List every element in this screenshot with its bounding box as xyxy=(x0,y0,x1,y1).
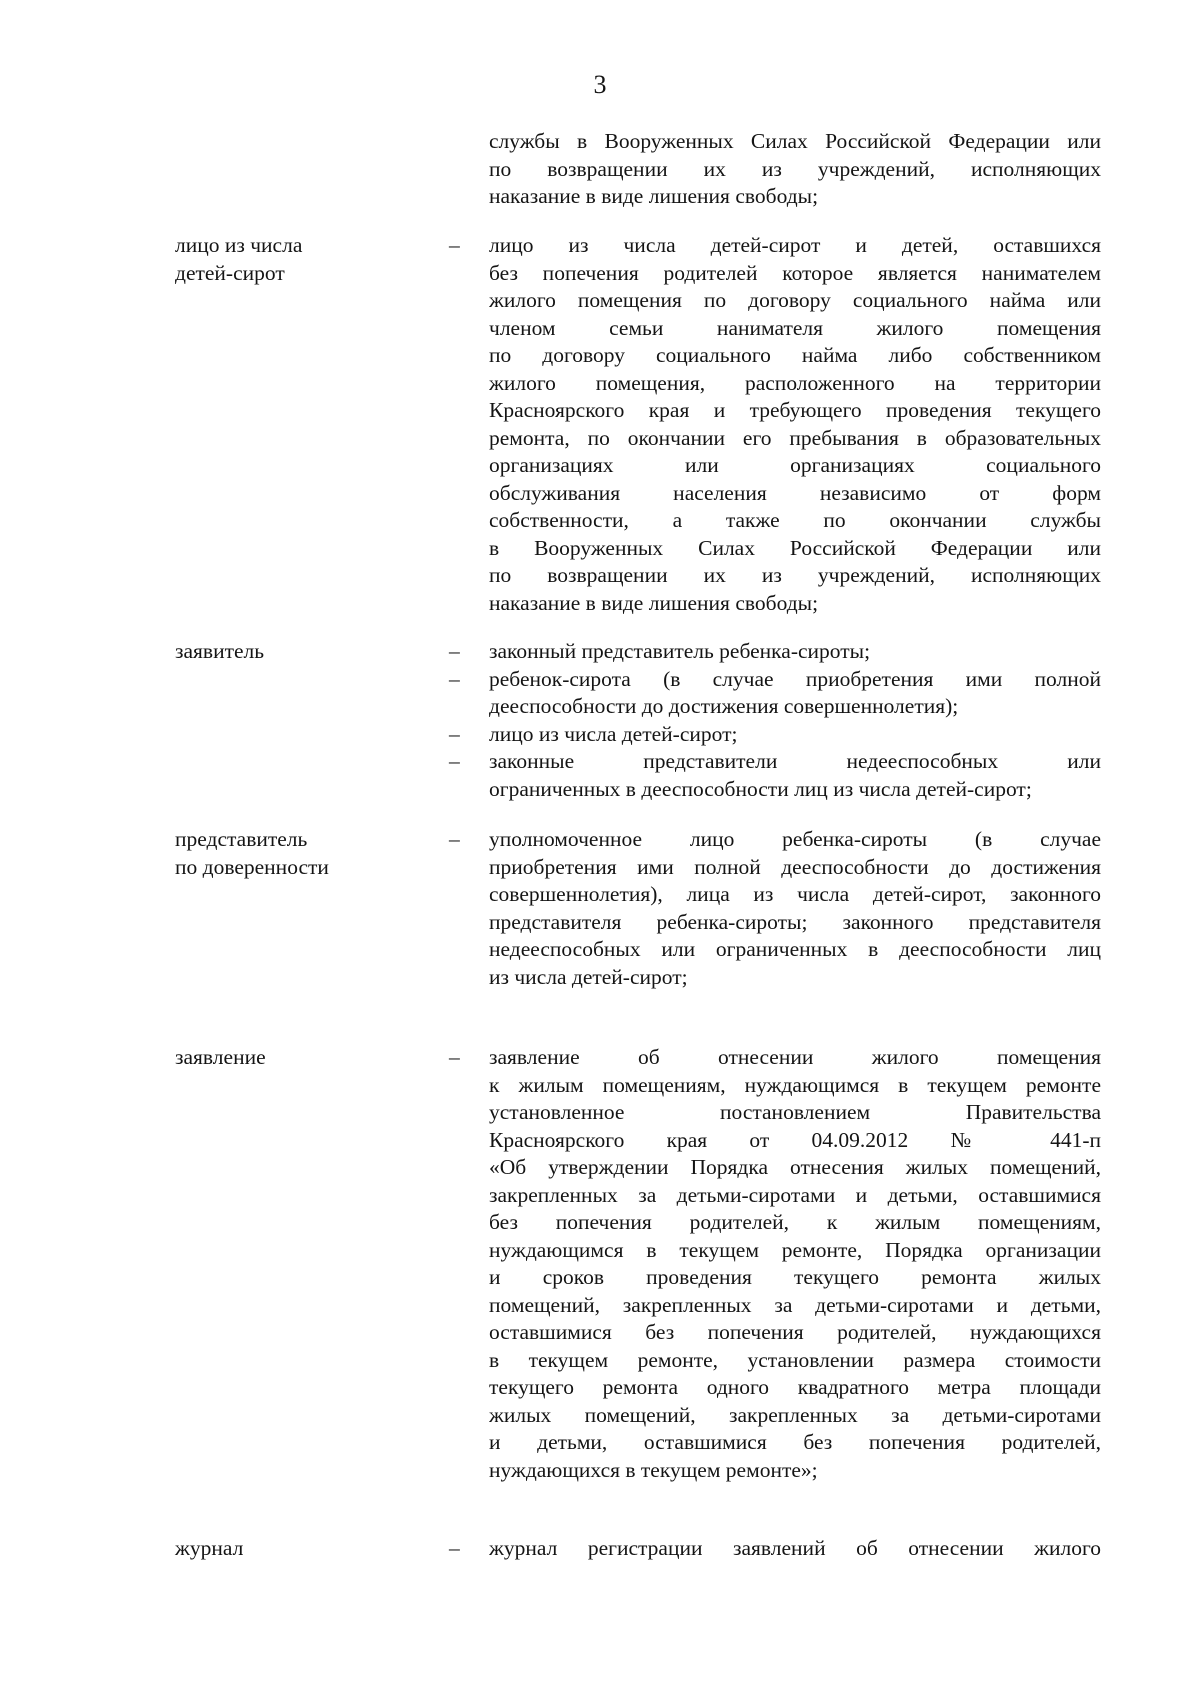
dash-marker: – xyxy=(449,749,460,773)
text-line: законные представители недееспособных или xyxy=(489,749,1101,773)
text-line: недееспособных или ограниченных в дееспособности лиц xyxy=(489,937,1101,961)
term-line: заявитель xyxy=(175,639,265,663)
text-line: приобретения ими полной дееспособности до достижения xyxy=(489,854,1101,879)
text-line: по договору социального найма либо собственником xyxy=(489,343,1101,367)
text-line: установленное постановлением Правительства xyxy=(489,1100,1101,1124)
text-line: журнал регистрации заявлений об отнесении жилого xyxy=(489,1536,1101,1560)
text-line: организациях или организациях социального xyxy=(489,453,1101,477)
dash-marker: – xyxy=(449,827,460,851)
text-line: лицо из числа детей-сирот и детей, оставшихся xyxy=(489,233,1101,257)
dash-marker: – xyxy=(449,666,460,691)
continued-definition xyxy=(489,128,1101,211)
text-line: службы в Вооруженных Силах Российской Федерации или xyxy=(489,129,1101,153)
text-line: жилого помещения по договору социального найма или xyxy=(489,288,1101,312)
term-line: журнал xyxy=(175,1536,244,1560)
text-line: нуждающимся в текущем ремонте, Порядка организации xyxy=(489,1237,1101,1262)
text-line: заявление об отнесении жилого помещения xyxy=(489,1045,1101,1069)
definition-text xyxy=(489,232,1101,617)
term xyxy=(175,1044,405,1072)
text-line: лицо из числа детей-сирот; xyxy=(489,721,738,746)
text-line: Красноярского края от 04.09.2012 № 441-п xyxy=(489,1127,1101,1152)
term-line: по доверенности xyxy=(175,854,329,879)
text-line: членом семьи нанимателя жилого помещения xyxy=(489,315,1101,340)
text-line: и детьми, оставшимися без попечения родителей, xyxy=(489,1430,1101,1454)
dash-marker: – xyxy=(449,721,460,746)
term-line: заявление xyxy=(175,1045,266,1069)
text-line: ограниченных в дееспособности лиц из числа детей-сирот; xyxy=(489,776,1032,801)
dash-marker: – xyxy=(449,1536,460,1560)
text-line: законный представитель ребенка-сироты; xyxy=(489,639,871,663)
term xyxy=(175,826,405,881)
text-line: жилых помещений, закрепленных за детьми-сиротами xyxy=(489,1402,1101,1427)
text-line: к жилым помещениям, нуждающимся в текущем ремонте xyxy=(489,1072,1101,1097)
definition-text xyxy=(489,748,1101,803)
definition-text xyxy=(489,721,1101,749)
definition-text xyxy=(489,666,1101,721)
dash-marker: – xyxy=(449,639,460,663)
text-line: по возвращении их из учреждений, исполняющих xyxy=(489,156,1101,181)
term-line: лицо из числа xyxy=(175,233,303,257)
dash-marker: – xyxy=(449,1045,460,1069)
text-line: дееспособности до достижения совершеннолетия); xyxy=(489,694,959,718)
definition-text xyxy=(489,1044,1101,1484)
definition-text xyxy=(489,638,1101,666)
text-line: представителя ребенка-сироты; законного представителя xyxy=(489,909,1101,934)
text-line: наказание в виде лишения свободы; xyxy=(489,590,819,615)
text-line: жилого помещения, расположенного на территории xyxy=(489,370,1101,395)
text-line: по возвращении их из учреждений, исполняющих xyxy=(489,563,1101,587)
page-number: 3 xyxy=(593,70,607,99)
text-line: текущего ремонта одного квадратного метра площади xyxy=(489,1375,1101,1399)
text-line: закрепленных за детьми-сиротами и детьми, оставшимися xyxy=(489,1182,1101,1207)
definition-text xyxy=(489,826,1101,991)
text-line: совершеннолетия), лица из числа детей-сирот, законного xyxy=(489,882,1101,906)
dash-marker: – xyxy=(449,233,460,257)
term-line: детей-сирот xyxy=(175,260,285,285)
text-line: в текущем ремонте, установлении размера стоимости xyxy=(489,1347,1101,1372)
text-line: уполномоченное лицо ребенка-сироты (в случае xyxy=(489,827,1101,851)
text-line: ребенок-сирота (в случае приобретения ими полной xyxy=(489,666,1101,691)
term xyxy=(175,1535,405,1563)
text-line: из числа детей-сирот; xyxy=(489,964,688,989)
definition-text xyxy=(489,1535,1101,1563)
term xyxy=(175,638,405,666)
text-line: Красноярского края и требующего проведения текущего xyxy=(489,398,1101,422)
text-line: оставшимися без попечения родителей, нуждающихся xyxy=(489,1320,1101,1344)
text-line: в Вооруженных Силах Российской Федерации или xyxy=(489,535,1101,560)
text-line: «Об утверждении Порядка отнесения жилых помещений, xyxy=(489,1155,1101,1179)
text-line: наказание в виде лишения свободы; xyxy=(489,184,819,208)
text-line: без попечения родителей, к жилым помещениям, xyxy=(489,1210,1101,1234)
text-line: собственности, а также по окончании службы xyxy=(489,508,1101,532)
text-line: без попечения родителей которое является нанимателем xyxy=(489,260,1101,285)
text-line: ремонта, по окончании его пребывания в образовательных xyxy=(489,425,1101,450)
term xyxy=(175,232,405,287)
text-line: обслуживания населения независимо от форм xyxy=(489,480,1101,505)
text-line: помещений, закрепленных за детьми-сиротами и детьми, xyxy=(489,1292,1101,1317)
text-line: нуждающихся в текущем ремонте»; xyxy=(489,1457,818,1482)
term-line: представитель xyxy=(175,827,308,851)
text-line: и сроков проведения текущего ремонта жилых xyxy=(489,1265,1101,1289)
